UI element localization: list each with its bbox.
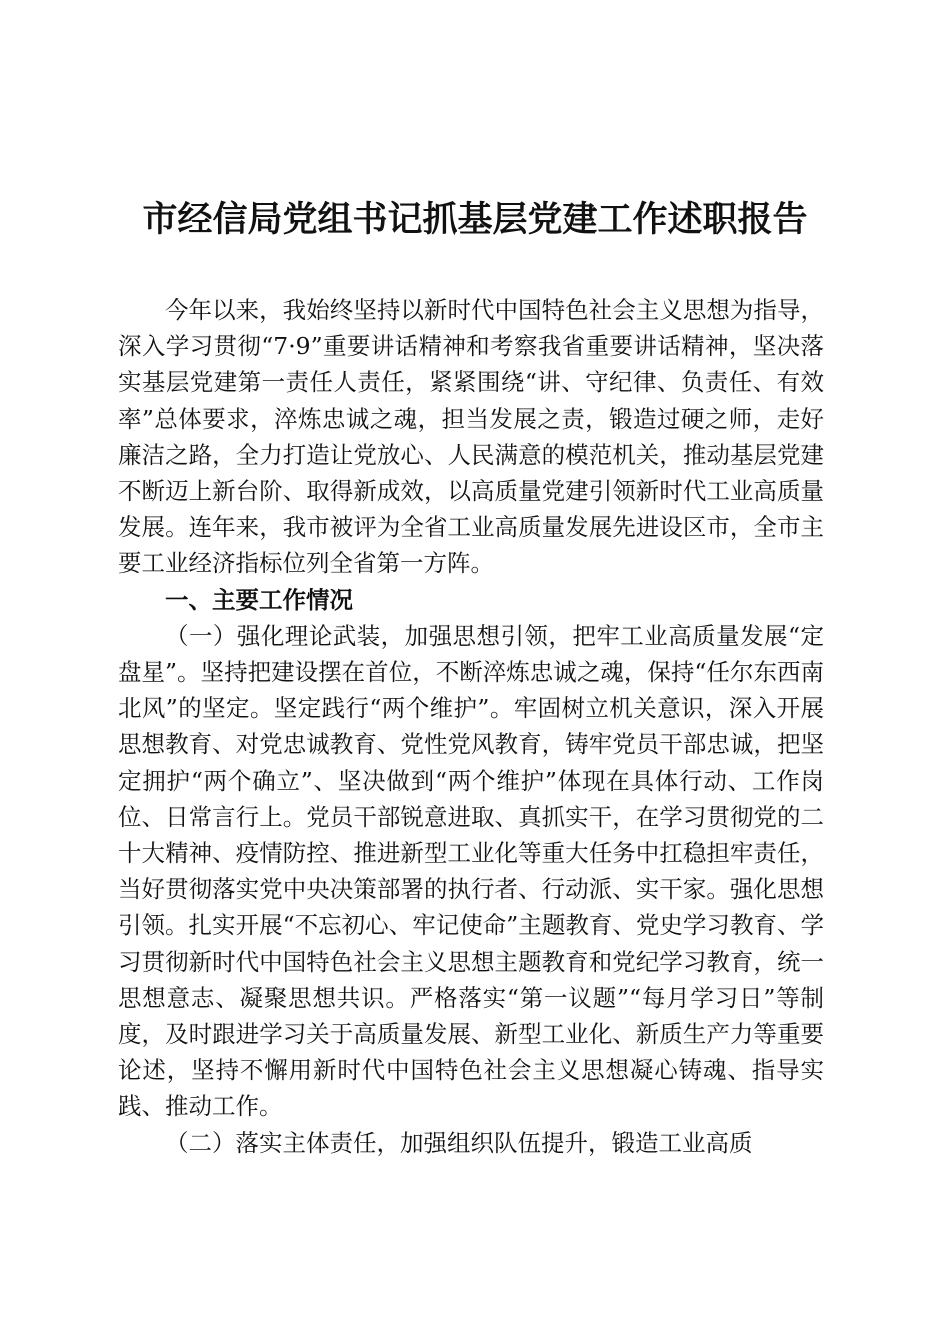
- section-heading: 一、主要工作情况: [165, 585, 353, 614]
- body-paragraph-1: （一）强化理论武装，加强思想引领，把牢工业高质量发展“定盘星”。坚持把建设摆在首位，不断淬炼忠诚之魂，保持“任尔东西南北风”的坚定。坚定践行“两个维护”。牢固树立机关意识，深入开展思想教育、对党忠诚教育、党性党风教育，铸牢党员干部忠诚，把坚定拥护“两个确立”、坚决做到“两个维护”体现在具体行动、工作岗位、日常言行上。党员干部锐意进取、真抓实干，在学习贯彻党的二十大精神、疫情防控、推进新型工业化等重大任务中扛稳担牢责任，当好贯彻落实党中央决策部署的执行者、行动派、实干家。强化思想引领。扎实开展“不忘初心、牢记使命”主题教育、党史学习教育、学习贯彻新时代中国特色社会主义思想主题教育和党纪学习教育，统一思想意志、凝聚思想共识。严格落实“第一议题”“每月学习日”等制度，及时跟进学习关于高质量发展、新型工业化、新质生产力等重要论述，坚持不懈用新时代中国特色社会主义思想凝心铸魂、指导实践、推动工作。: [118, 621, 824, 1121]
- body-paragraph-2: （二）落实主体责任，加强组织队伍提升，锻造工业高质: [165, 1128, 753, 1157]
- intro-paragraph: 今年以来，我始终坚持以新时代中国特色社会主义思想为指导，深入学习贯彻“7·9”重要讲话精神和考察我省重要讲话精神，坚决落实基层党建第一责任人责任，紧紧围绕“讲、守纪律、负责任、有效率”总体要求，淬炼忠诚之魂，担当发展之责，锻造过硬之师，走好廉洁之路，全力打造让党放心、人民满意的模范机关，推动基层党建不断迈上新台阶、取得新成效，以高质量党建引领新时代工业高质量发展。连年来，我市被评为全省工业高质量发展先进设区市，全市主要工业经济指标位列全省第一方阵。: [118, 296, 824, 578]
- document-title: 市经信局党组书记抓基层党建工作述职报告: [142, 199, 808, 240]
- document-body: [118, 292, 824, 1161]
